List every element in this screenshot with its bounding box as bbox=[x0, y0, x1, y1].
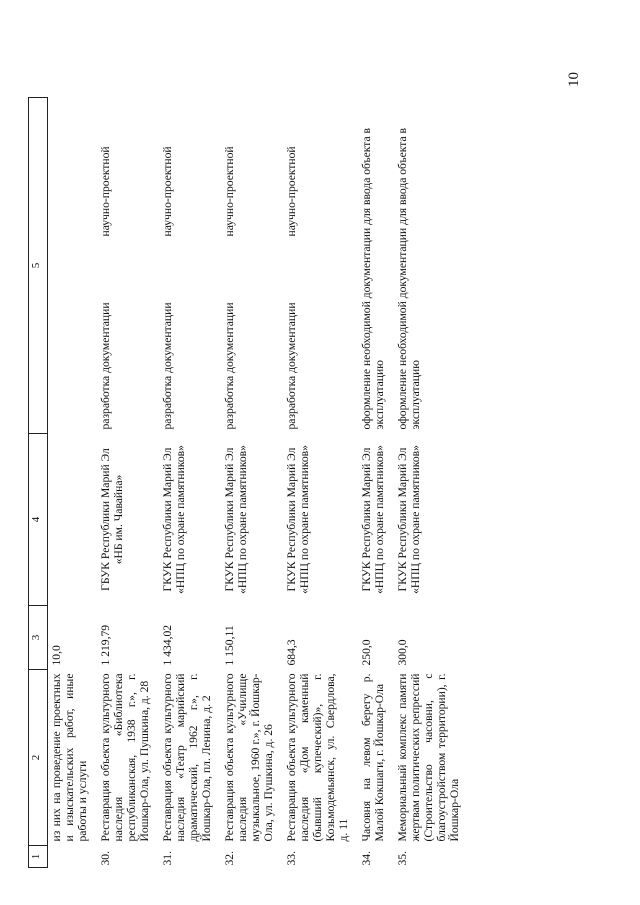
cell-work: разработка документации bbox=[160, 302, 174, 430]
table-row bbox=[394, 98, 469, 868]
cell-work: оформление необходимой документации для ввода объекта в эксплуатацию bbox=[359, 127, 386, 430]
cell-num: 31. bbox=[160, 851, 174, 866]
cell-amount: 300,0 bbox=[395, 639, 409, 666]
cell-num: 35. bbox=[395, 851, 409, 866]
cell-amount: 1 150,11 bbox=[222, 625, 236, 666]
cell-amount: 684,3 bbox=[284, 639, 298, 666]
cell-name: Реставрация объекта культурного наследия «Библиотека республиканская, 1938 г.», г. Йошкар-Ола, ул. Пушкина, д. 28 bbox=[98, 673, 151, 842]
continuation-row bbox=[48, 98, 97, 868]
cell-amount: 10,0 bbox=[50, 645, 63, 666]
header-col-3: 3 bbox=[29, 606, 48, 670]
cell-customer: ГКУК Республики Марий Эл «НПЦ по охране памятников» bbox=[284, 445, 311, 594]
cell-customer: ГКУК Республики Марий Эл «НПЦ по охране памятников» bbox=[359, 445, 386, 594]
table-row bbox=[159, 98, 221, 868]
cell-name: Реставрация объекта культурного наследия «Дом каменный (бывший купеческий)», г. Козьмодемьянск, ул. Свердлова, д. 11 bbox=[284, 673, 350, 842]
table-row bbox=[97, 98, 159, 868]
page-number: 10 bbox=[566, 72, 582, 87]
cell-customer: ГБУК Республики Марий Эл «НБ им. Чавайна» bbox=[98, 448, 125, 591]
budget-table bbox=[28, 98, 546, 868]
cell-type: научно-проектной bbox=[222, 146, 236, 237]
cell-name: из них на проведение проектных и изыскательских работ, иные работы и услуги bbox=[50, 673, 89, 842]
cell-num: 33. bbox=[284, 851, 298, 866]
cell-work: разработка документации bbox=[222, 302, 236, 430]
cell-amount: 1 434,02 bbox=[160, 624, 174, 666]
header-col-5: 5 bbox=[29, 98, 48, 434]
header-col-4: 4 bbox=[29, 434, 48, 606]
table-row bbox=[283, 98, 358, 868]
cell-num: 30. bbox=[98, 851, 112, 866]
cell-num: 34. bbox=[359, 851, 373, 866]
header-col-2: 2 bbox=[29, 670, 48, 846]
cell-type: научно-проектной bbox=[160, 146, 174, 237]
cell-work: оформление необходимой документации для ввода объекта в эксплуатацию bbox=[395, 127, 422, 430]
cell-customer: ГКУК Республики Марий Эл «НПЦ по охране памятников» bbox=[395, 445, 422, 594]
cell-type: научно-проектной bbox=[284, 146, 298, 237]
table-row bbox=[358, 98, 394, 868]
cell-num: 32. bbox=[222, 851, 236, 866]
cell-customer: ГКУК Республики Марий Эл «НПЦ по охране памятников» bbox=[160, 445, 187, 594]
header-col-1: 1 bbox=[29, 846, 48, 868]
cell-name: Мемориальный комплекс памяти жертвам политических репрессий (Строительство часовни, с благоустройством территории), г. Йошкар-Ола bbox=[395, 673, 461, 842]
cell-name: Реставрация объекта культурного наследия «Училище музыкальное, 1960 г.», г. Йошкар-Ола, ул. Пушкина, д. 26 bbox=[222, 673, 275, 842]
table-row bbox=[221, 98, 283, 868]
cell-work: разработка документации bbox=[284, 302, 298, 430]
header-row bbox=[29, 98, 48, 868]
cell-type: научно-проектной bbox=[98, 146, 112, 237]
cell-work: разработка документации bbox=[98, 302, 112, 430]
cell-name: Реставрация объекта культурного наследия «Театр марийский драматический, 1962 г.», г. Йошкар-Ола, пл. Ленина, д. 2 bbox=[160, 673, 213, 842]
cell-customer: ГКУК Республики Марий Эл «НПЦ по охране памятников» bbox=[222, 445, 249, 594]
table bbox=[28, 97, 469, 868]
cell-amount: 250,0 bbox=[359, 639, 373, 666]
cell-amount: 1 219,79 bbox=[98, 624, 112, 666]
cell-name: Часовня на левом берегу р. Малой Кокшаги, г. Йошкар-Ола bbox=[359, 673, 386, 842]
